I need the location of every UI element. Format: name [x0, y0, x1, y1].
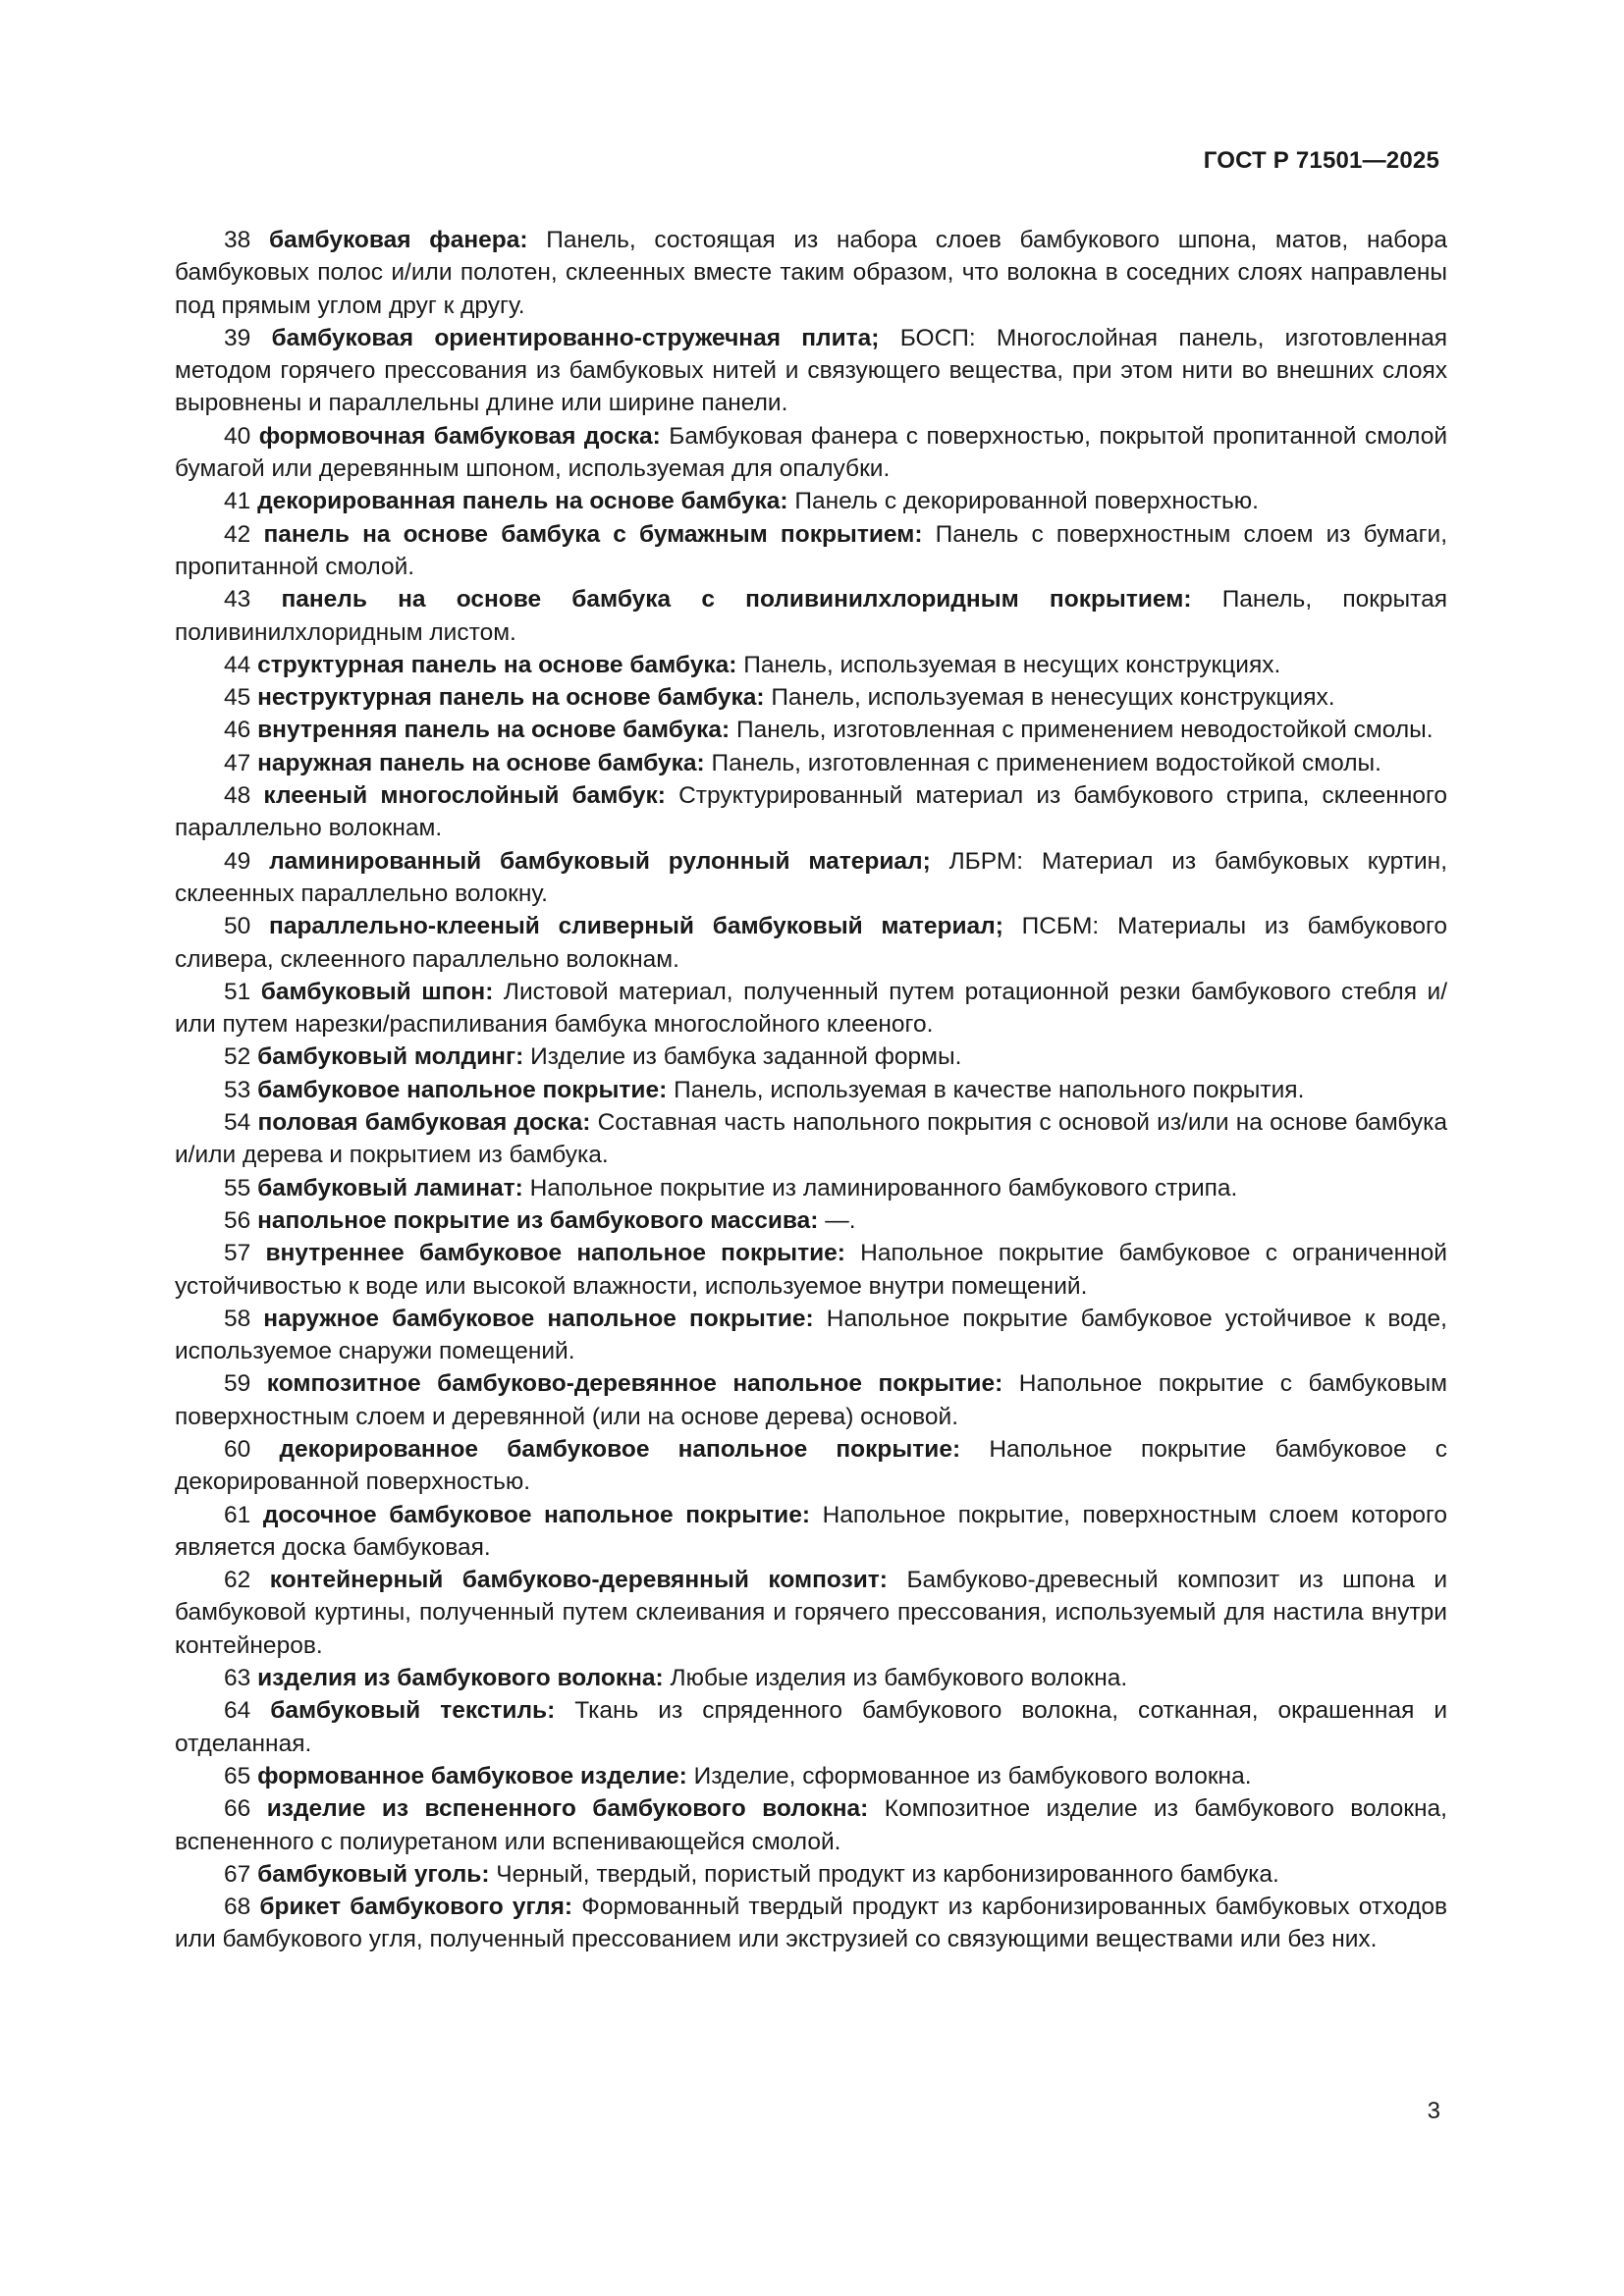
term-entry: [175, 518, 1447, 584]
term-entry: [175, 1433, 1447, 1499]
term-name: формовочная бамбуковая доска:: [258, 422, 661, 450]
term-definition: Составная часть напольного покрытия с основой из/или на основе бамбука и/или дерева и покрытием из бамбука.: [175, 1109, 1448, 1169]
term-definition: Бамбуково-древесный композит из шпона и бамбуковой куртины, полученный путем склеивания и горячего прессования, используемый для настила внутри контейнеров.: [175, 1567, 1448, 1659]
term-entry: [175, 845, 1447, 911]
term-number: 61: [224, 1501, 251, 1528]
term-number: 56: [224, 1206, 251, 1234]
term-name: декорированное бамбуковое напольное покрытие:: [279, 1435, 961, 1463]
term-number: 41: [224, 488, 251, 515]
term-definition: Черный, твердый, пористый продукт из карбонизированного бамбука.: [496, 1860, 1279, 1888]
term-entry: [175, 1074, 1447, 1106]
term-entry: [175, 1858, 1447, 1891]
standard-code-header: ГОСТ Р 71501—2025: [1203, 147, 1439, 174]
term-definition: Ткань из спряденного бамбукового волокна, сотканная, окрашенная и отделанная.: [175, 1697, 1448, 1757]
term-name: панель на основе бамбука с поливинилхлоридным покрытием:: [281, 586, 1192, 614]
page-number: 3: [1427, 2098, 1440, 2124]
term-name: бамбуковый шпон:: [260, 978, 494, 1005]
term-definition: ЛБРМ: Материал из бамбуковых куртин, склеенных параллельно волокну.: [175, 847, 1447, 907]
term-entry: [175, 714, 1447, 746]
term-entry: [175, 1204, 1447, 1237]
term-name: композитное бамбуково-деревянное напольное покрытие:: [266, 1370, 1003, 1398]
term-name: декорированная панель на основе бамбука:: [257, 488, 788, 515]
term-name: клееный многослойный бамбук:: [263, 782, 666, 810]
term-number: 54: [224, 1109, 251, 1137]
term-entry: [175, 1891, 1447, 1956]
term-entry: [175, 1303, 1447, 1368]
term-definition: БОСП: Многослойная панель, изготовленная методом горячего прессования из бамбуковых нитей и связующего вещества, при этом нити во внешних слоях выровнены и параллельны длине или ширине панели.: [175, 324, 1447, 417]
term-name: наружная панель на основе бамбука:: [257, 749, 705, 776]
term-number: 51: [224, 978, 251, 1005]
term-number: 40: [224, 422, 251, 450]
term-definition: Напольное покрытие бамбуковое с декорированной поверхностью.: [175, 1435, 1448, 1496]
term-definition: Панель, изготовленная с применением водостойкой смолы.: [711, 749, 1381, 776]
term-definition: Напольное покрытие, поверхностным слоем которого является доска бамбуковая.: [175, 1501, 1447, 1561]
term-number: 44: [224, 651, 251, 678]
term-entry: [175, 1564, 1447, 1662]
term-name: внутренняя панель на основе бамбука:: [257, 717, 731, 744]
term-name: неструктурная панель на основе бамбука:: [257, 684, 765, 712]
term-number: 63: [224, 1665, 251, 1692]
term-entry: [175, 224, 1447, 322]
term-name: контейнерный бамбуково-деревянный композит:: [269, 1567, 888, 1594]
term-definition: ПСБМ: Материалы из бамбукового сливера, склеенного параллельно волокнам.: [175, 913, 1448, 973]
term-name: бамбуковая фанера:: [268, 227, 528, 253]
term-number: 58: [224, 1305, 251, 1332]
term-entry: [175, 583, 1447, 649]
term-definition: Любые изделия из бамбукового волокна.: [670, 1665, 1128, 1692]
term-entry: [175, 779, 1447, 845]
term-entry: [175, 1367, 1447, 1433]
term-number: 48: [224, 782, 251, 810]
term-name: формованное бамбуковое изделие:: [257, 1762, 687, 1789]
term-entry: [175, 1694, 1447, 1760]
term-entry: [175, 649, 1447, 681]
terms-list: [175, 224, 1447, 1956]
term-entry: [175, 420, 1447, 486]
term-number: 52: [224, 1043, 251, 1071]
term-name: наружное бамбуковое напольное покрытие:: [263, 1305, 814, 1332]
term-number: 39: [224, 324, 251, 351]
term-definition: Панель, используемая в качестве напольного покрытия.: [674, 1076, 1305, 1103]
term-name: бамбуковый ламинат:: [257, 1174, 523, 1201]
term-definition: Напольное покрытие бамбуковое устойчивое к воде, используемое снаружи помещений.: [175, 1305, 1447, 1365]
term-definition: Бамбуковая фанера с поверхностью, покрытой пропитанной смолой бумагой или деревянным шпоном, используемая для опалубки.: [175, 422, 1448, 483]
term-entry: [175, 747, 1447, 779]
term-name: напольное покрытие из бамбукового массива:: [257, 1206, 819, 1234]
term-number: 59: [224, 1370, 251, 1398]
term-definition: Панель, используемая в ненесущих конструкциях.: [771, 684, 1335, 712]
term-number: 66: [224, 1795, 251, 1823]
term-definition: Напольное покрытие из ламинированного бамбукового стрипа.: [529, 1174, 1238, 1201]
term-number: 47: [224, 749, 251, 776]
term-name: бамбуковое напольное покрытие:: [257, 1076, 668, 1103]
term-name: досочное бамбуковое напольное покрытие:: [262, 1501, 811, 1528]
term-definition: —.: [825, 1206, 856, 1234]
term-name: бамбуковый уголь:: [257, 1860, 490, 1888]
term-number: 60: [224, 1435, 251, 1463]
term-number: 50: [224, 913, 251, 940]
term-entry: [175, 1172, 1447, 1204]
term-definition: Структурированный материал из бамбукового стрипа, склеенного параллельно волокнам.: [175, 782, 1448, 842]
term-entry: [175, 1106, 1447, 1172]
term-entry: [175, 1237, 1447, 1303]
term-number: 46: [224, 717, 251, 744]
term-number: 67: [224, 1860, 251, 1888]
term-name: изделия из бамбукового волокна:: [257, 1665, 664, 1692]
term-name: параллельно-клееный сливерный бамбуковый материал;: [269, 913, 1003, 940]
term-definition: Панель, покрытая поливинилхлоридным листом.: [175, 586, 1447, 646]
term-definition: Напольное покрытие бамбуковое с ограниченной устойчивостью к воде или высокой влажности, используемое внутри помещений.: [175, 1240, 1447, 1300]
term-entry: [175, 1662, 1447, 1694]
term-number: 42: [224, 520, 251, 548]
term-number: 49: [224, 847, 251, 875]
term-definition: Листовой материал, полученный путем ротационной резки бамбукового стебля и/или путем нарезки/распиливания бамбука многослойного клееного.: [175, 978, 1447, 1039]
term-name: бамбуковый молдинг:: [257, 1043, 524, 1071]
term-entry: [175, 322, 1447, 420]
term-entry: [175, 1499, 1447, 1565]
term-number: 65: [224, 1762, 251, 1789]
term-definition: Изделие, сформованное из бамбукового волокна.: [693, 1762, 1252, 1789]
term-definition: Композитное изделие из бамбукового волокна, вспененного с полиуретаном или вспенивающейся смолой.: [175, 1795, 1447, 1855]
term-number: 64: [224, 1697, 251, 1725]
term-name: внутреннее бамбуковое напольное покрытие:: [265, 1240, 845, 1267]
term-definition: Панель, используемая в несущих конструкциях.: [743, 651, 1281, 678]
term-number: 55: [224, 1174, 251, 1201]
term-entry: [175, 1041, 1447, 1073]
term-definition: Изделие из бамбука заданной формы.: [530, 1043, 962, 1071]
term-name: структурная панель на основе бамбука:: [257, 651, 737, 678]
term-definition: Панель, изготовленная с применением неводостойкой смолы.: [736, 717, 1434, 744]
term-number: 68: [224, 1894, 251, 1921]
term-number: 45: [224, 684, 251, 712]
term-name: половая бамбуковая доска:: [257, 1109, 591, 1137]
term-definition: Напольное покрытие с бамбуковым поверхностным слоем и деревянной (или на основе дерева) основой.: [175, 1370, 1447, 1430]
term-definition: Панель, состоящая из набора слоев бамбукового шпона, матов, набора бамбуковых полос и/или полотен, склеенных вместе таким образом, что волокна в соседних слоях направлены под прямым углом друг к другу.: [175, 227, 1448, 319]
term-definition: Панель с поверхностным слоем из бумаги, пропитанной смолой.: [175, 520, 1448, 580]
term-definition: Панель с декорированной поверхностью.: [794, 488, 1259, 515]
term-number: 62: [224, 1567, 251, 1594]
term-entry: [175, 485, 1447, 517]
term-entry: [175, 1792, 1447, 1858]
term-entry: [175, 681, 1447, 714]
term-name: бамбуковый текстиль:: [270, 1697, 556, 1725]
term-definition: Формованный твердый продукт из карбонизированных бамбуковых отходов или бамбукового угля, полученный прессованием или экструзией со связующими веществами или без них.: [175, 1894, 1448, 1953]
term-name: изделие из вспененного бамбукового волокна:: [266, 1795, 869, 1823]
term-number: 38: [224, 227, 251, 253]
term-number: 43: [224, 586, 251, 614]
term-name: брикет бамбукового угля:: [259, 1894, 573, 1921]
term-name: ламинированный бамбуковый рулонный материал;: [269, 847, 931, 875]
term-number: 53: [224, 1076, 251, 1103]
term-number: 57: [224, 1240, 251, 1267]
term-entry: [175, 910, 1447, 976]
term-name: бамбуковая ориентированно-стружечная плита;: [271, 324, 880, 351]
term-entry: [175, 1760, 1447, 1792]
term-entry: [175, 976, 1447, 1041]
term-name: панель на основе бамбука с бумажным покрытием:: [263, 520, 923, 548]
